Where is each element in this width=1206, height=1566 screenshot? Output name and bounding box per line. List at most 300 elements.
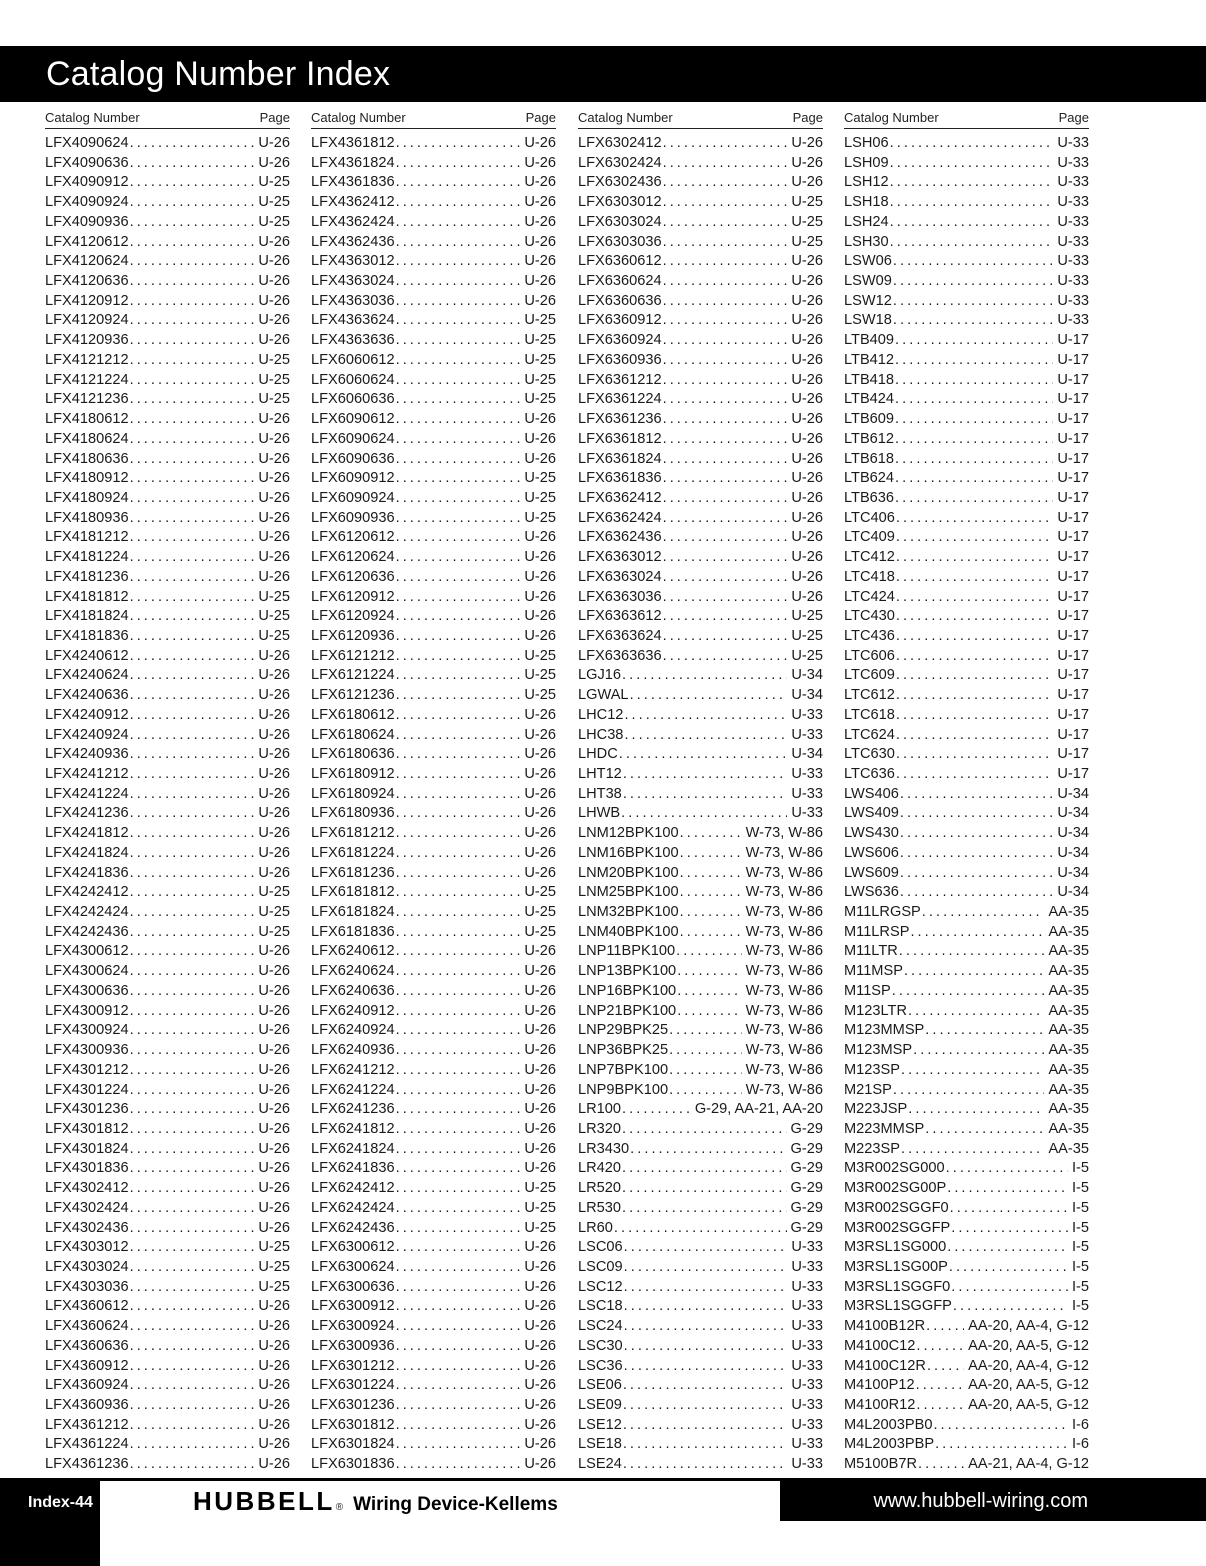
index-entry <box>311 469 556 489</box>
index-entry <box>578 588 823 608</box>
catalog-number: LSH18 <box>844 194 889 211</box>
dot-leader <box>935 1435 1068 1455</box>
page-reference: U-26 <box>791 588 823 605</box>
dot-leader <box>396 1159 521 1179</box>
index-entry <box>311 1396 556 1416</box>
index-entry <box>844 962 1089 982</box>
dot-leader <box>951 1219 1068 1239</box>
page-reference: U-26 <box>524 1377 556 1394</box>
catalog-number: LFX4302424 <box>45 1199 129 1216</box>
catalog-number: LFX4240624 <box>45 667 129 684</box>
catalog-number: LFX6301836 <box>311 1456 395 1473</box>
dot-leader <box>396 844 521 864</box>
index-entry <box>578 1357 823 1377</box>
page-reference: U-34 <box>791 687 823 704</box>
index-entry <box>844 666 1089 686</box>
catalog-number: LSE12 <box>578 1416 622 1433</box>
index-entry <box>844 982 1089 1002</box>
index-entry <box>45 1021 290 1041</box>
page-header: Page <box>259 110 290 125</box>
page-reference: U-26 <box>258 509 290 526</box>
page-reference: AA-20, AA-4, G-12 <box>968 1318 1089 1335</box>
catalog-number: LWS406 <box>844 785 899 802</box>
dot-leader <box>130 272 255 292</box>
catalog-number: LFX6241812 <box>311 1120 395 1137</box>
catalog-number: LFX6120624 <box>311 549 395 566</box>
catalog-number: LFX6240936 <box>311 1042 395 1059</box>
dot-leader <box>895 469 1053 489</box>
catalog-number: LFX4240936 <box>45 746 129 763</box>
index-entry <box>844 173 1089 193</box>
catalog-number: LTB412 <box>844 351 895 368</box>
catalog-number: LFX4300924 <box>45 1022 129 1039</box>
page-reference: U-26 <box>258 844 290 861</box>
index-entry <box>844 134 1089 154</box>
index-entry <box>311 588 556 608</box>
catalog-number: LSE24 <box>578 1456 622 1473</box>
page-reference: U-26 <box>524 982 556 999</box>
dot-leader <box>130 607 255 627</box>
index-entry <box>45 1081 290 1101</box>
catalog-number: LFX6181824 <box>311 904 395 921</box>
catalog-number: LFX4363636 <box>311 332 395 349</box>
dot-leader <box>396 410 521 430</box>
catalog-number: LFX6241836 <box>311 1160 395 1177</box>
catalog-number: LFX4362412 <box>311 194 395 211</box>
dot-leader <box>396 390 521 410</box>
catalog-number: LFX6360924 <box>578 332 662 349</box>
page-reference: U-25 <box>524 351 556 368</box>
catalog-number: LFX4363012 <box>311 253 395 270</box>
page-reference: U-26 <box>258 1337 290 1354</box>
dot-leader <box>396 883 521 903</box>
dot-leader <box>680 883 742 903</box>
dot-leader <box>680 844 742 864</box>
catalog-number: LHT12 <box>578 766 622 782</box>
page-reference: U-25 <box>524 923 556 940</box>
dot-leader <box>623 1435 788 1455</box>
index-entry <box>578 134 823 154</box>
index-entry <box>45 1317 290 1337</box>
page-reference: U-26 <box>524 411 556 428</box>
index-entry <box>844 1219 1089 1239</box>
index-entry <box>45 1140 290 1160</box>
page-reference: U-26 <box>524 174 556 191</box>
page-reference: U-17 <box>1057 766 1089 782</box>
page-reference: U-25 <box>258 1258 290 1275</box>
catalog-number: LFX6362412 <box>578 489 662 506</box>
catalog-number: LFX6242412 <box>311 1180 395 1197</box>
page-reference: U-33 <box>791 1456 823 1473</box>
dot-leader <box>663 568 788 588</box>
catalog-number: LSE09 <box>578 1397 622 1413</box>
dot-leader <box>663 371 788 391</box>
index-entry <box>844 233 1089 253</box>
catalog-number: LTB424 <box>844 391 895 408</box>
index-entry <box>45 706 290 726</box>
page-reference: AA-35 <box>1048 923 1089 940</box>
dot-leader <box>130 1416 255 1436</box>
dot-leader <box>130 726 255 746</box>
dot-leader <box>922 903 1045 923</box>
website-link[interactable]: www.hubbell-wiring.com <box>873 1490 1088 1512</box>
index-entry <box>844 410 1089 430</box>
page-reference: U-17 <box>1057 391 1089 408</box>
page-reference: U-26 <box>524 726 556 743</box>
dot-leader <box>130 292 255 312</box>
page-reference: U-17 <box>1057 687 1089 704</box>
catalog-number: LFX6090936 <box>311 509 395 526</box>
dot-leader <box>396 1081 521 1101</box>
dot-leader <box>396 765 521 785</box>
catalog-number: LWS636 <box>844 884 899 901</box>
catalog-number: LFX4361812 <box>311 135 395 151</box>
index-entry <box>311 765 556 785</box>
dot-leader <box>396 666 521 686</box>
page-reference: U-25 <box>258 174 290 191</box>
catalog-number: M3RSL1SGGF0 <box>844 1278 951 1295</box>
dot-leader <box>396 469 521 489</box>
dot-leader <box>130 489 255 509</box>
index-entry <box>311 173 556 193</box>
dot-leader <box>396 1061 521 1081</box>
column-header <box>45 108 290 129</box>
index-entry <box>45 154 290 174</box>
page-reference: U-26 <box>791 351 823 368</box>
page-reference: U-33 <box>791 1298 823 1315</box>
index-entry <box>578 193 823 213</box>
dot-leader <box>677 962 741 982</box>
page-reference: U-26 <box>258 1219 290 1236</box>
dot-leader <box>892 982 1045 1002</box>
page-reference: G-29 <box>790 1140 823 1157</box>
page-reference: U-26 <box>791 509 823 526</box>
catalog-number: LFX6303012 <box>578 194 662 211</box>
page-reference: U-25 <box>258 391 290 408</box>
page-reference: U-25 <box>258 923 290 940</box>
index-entry <box>311 351 556 371</box>
page-reference: U-26 <box>524 1416 556 1433</box>
index-entry <box>311 1159 556 1179</box>
page-reference: U-26 <box>258 706 290 723</box>
page-reference: U-26 <box>258 687 290 704</box>
dot-leader <box>663 390 788 410</box>
catalog-number: LTC430 <box>844 608 895 625</box>
dot-leader <box>663 213 788 233</box>
page-reference: U-25 <box>524 332 556 349</box>
page-reference: W-73, W-86 <box>745 963 823 980</box>
dot-leader <box>130 154 255 174</box>
index-entry <box>578 154 823 174</box>
index-entry <box>311 154 556 174</box>
index-entry <box>844 1337 1089 1357</box>
index-entry <box>45 686 290 706</box>
index-entry <box>45 903 290 923</box>
page-reference: U-26 <box>791 312 823 329</box>
catalog-number: LFX4362424 <box>311 213 395 230</box>
dot-leader <box>895 450 1053 470</box>
index-entry <box>311 923 556 943</box>
catalog-number: LFX6060612 <box>311 351 395 368</box>
index-entry <box>311 430 556 450</box>
catalog-number: LWS609 <box>844 864 899 881</box>
index-entry <box>578 804 823 824</box>
index-entry <box>311 982 556 1002</box>
catalog-number: M123MMSP <box>844 1022 925 1039</box>
dot-leader <box>396 706 521 726</box>
page-reference: I-5 <box>1071 1278 1089 1295</box>
catalog-number: LR320 <box>578 1120 622 1137</box>
catalog-number: LNP7BPK100 <box>578 1061 669 1078</box>
catalog-number: LFX4360924 <box>45 1377 129 1394</box>
dot-leader <box>950 1199 1068 1219</box>
page-reference: U-26 <box>791 411 823 428</box>
dot-leader <box>899 942 1045 962</box>
dot-leader <box>622 1179 787 1199</box>
index-entry <box>311 193 556 213</box>
dot-leader <box>623 1396 788 1416</box>
page-reference: U-26 <box>258 864 290 881</box>
page-reference: U-26 <box>258 1042 290 1059</box>
index-entry <box>311 1100 556 1120</box>
dot-leader <box>130 962 255 982</box>
catalog-number: LNM16BPK100 <box>578 844 679 861</box>
index-entry <box>578 450 823 470</box>
catalog-number: LFX4303036 <box>45 1278 129 1295</box>
page-reference: U-26 <box>524 1120 556 1137</box>
dot-leader <box>900 804 1053 824</box>
catalog-number: LFX6360624 <box>578 273 662 290</box>
index-entry <box>844 450 1089 470</box>
page-reference: U-25 <box>524 470 556 487</box>
page-reference: U-33 <box>1057 135 1089 151</box>
page-reference: U-26 <box>524 292 556 309</box>
dot-leader <box>396 864 521 884</box>
catalog-number: LFX4303012 <box>45 1239 129 1256</box>
index-entry <box>311 568 556 588</box>
page-reference: U-26 <box>258 1061 290 1078</box>
page-reference: U-26 <box>524 1318 556 1335</box>
catalog-number: LNP13BPK100 <box>578 963 677 980</box>
page-reference: U-33 <box>1057 213 1089 230</box>
index-entry <box>45 1002 290 1022</box>
page-reference: U-26 <box>524 1101 556 1118</box>
page-reference: U-33 <box>791 1239 823 1256</box>
index-entry <box>844 509 1089 529</box>
dot-leader <box>893 311 1054 331</box>
index-entry <box>45 1396 290 1416</box>
page-header: Page <box>1058 110 1089 125</box>
index-entry <box>578 1120 823 1140</box>
index-entry <box>844 1120 1089 1140</box>
index-entry <box>844 213 1089 233</box>
index-entry <box>45 1416 290 1436</box>
page-reference: AA-35 <box>1048 1101 1089 1118</box>
dot-leader <box>669 1021 742 1041</box>
page-reference: U-26 <box>258 332 290 349</box>
page-reference: U-26 <box>524 825 556 842</box>
catalog-number: LFX6301212 <box>311 1357 395 1374</box>
page-reference: U-26 <box>258 647 290 664</box>
page-reference: G-29 <box>790 1160 823 1177</box>
dot-leader <box>896 745 1054 765</box>
dot-leader <box>396 331 521 351</box>
catalog-number: LFX4242424 <box>45 904 129 921</box>
index-entry <box>45 1219 290 1239</box>
dot-leader <box>619 745 788 765</box>
page-reference: AA-35 <box>1048 1022 1089 1039</box>
catalog-number: LFX6180924 <box>311 785 395 802</box>
page-reference: U-17 <box>1057 549 1089 566</box>
catalog-number: LSW12 <box>844 292 892 309</box>
catalog-number: LFX6302412 <box>578 135 662 151</box>
dot-leader <box>130 509 255 529</box>
page-reference: U-25 <box>791 194 823 211</box>
dot-leader <box>953 1297 1068 1317</box>
dot-leader <box>901 1140 1044 1160</box>
page-reference: U-26 <box>524 529 556 546</box>
index-entry <box>844 706 1089 726</box>
index-entry <box>844 1041 1089 1061</box>
page-reference: U-34 <box>1057 864 1089 881</box>
index-entry <box>578 430 823 450</box>
catalog-number: LFX6361836 <box>578 470 662 487</box>
dot-leader <box>896 765 1054 785</box>
index-entry <box>45 173 290 193</box>
index-entry <box>578 173 823 193</box>
index-entry <box>45 1258 290 1278</box>
page-reference: U-26 <box>524 1140 556 1157</box>
index-entry <box>578 489 823 509</box>
catalog-number: M3R002SG00P <box>844 1180 947 1197</box>
page-reference: U-25 <box>258 904 290 921</box>
index-entry <box>45 804 290 824</box>
catalog-number: M11SP <box>844 982 891 999</box>
page-reference: U-25 <box>791 647 823 664</box>
index-entry <box>311 509 556 529</box>
page-reference: U-26 <box>258 982 290 999</box>
page-reference: U-26 <box>524 746 556 763</box>
catalog-number: LFX4090912 <box>45 174 129 191</box>
catalog-number: LFX4180912 <box>45 470 129 487</box>
page-reference: U-26 <box>258 963 290 980</box>
dot-leader <box>396 1041 521 1061</box>
index-entry <box>45 450 290 470</box>
catalog-number: LFX6120936 <box>311 627 395 644</box>
index-entry <box>45 982 290 1002</box>
page-reference: I-6 <box>1071 1436 1089 1453</box>
page-reference: U-26 <box>524 430 556 447</box>
page-reference: U-25 <box>524 371 556 388</box>
catalog-number: LFX6360936 <box>578 351 662 368</box>
catalog-number: LFX6363612 <box>578 608 662 625</box>
catalog-number: LFX4302436 <box>45 1219 129 1236</box>
index-entry <box>578 1416 823 1436</box>
index-entry <box>578 213 823 233</box>
dot-leader <box>130 1337 255 1357</box>
page-reference: U-33 <box>791 706 823 723</box>
index-entry <box>45 942 290 962</box>
page-reference: U-25 <box>791 233 823 250</box>
catalog-number: LFX4180612 <box>45 411 129 428</box>
catalog-number: LFX6361236 <box>578 411 662 428</box>
catalog-number: LFX6060624 <box>311 371 395 388</box>
dot-leader <box>680 824 742 844</box>
index-entry <box>311 962 556 982</box>
catalog-number: LFX4301824 <box>45 1140 129 1157</box>
column-header <box>311 108 556 129</box>
catalog-number: LFX4300936 <box>45 1042 129 1059</box>
page-reference: U-26 <box>524 273 556 290</box>
catalog-number: LR520 <box>578 1180 622 1197</box>
dot-leader <box>900 883 1053 903</box>
page-reference: U-26 <box>258 785 290 802</box>
index-entry <box>45 1041 290 1061</box>
dot-leader <box>130 1021 255 1041</box>
dot-leader <box>396 1416 521 1436</box>
index-entry <box>45 864 290 884</box>
dot-leader <box>396 686 521 706</box>
page-title: Catalog Number Index <box>46 55 391 93</box>
catalog-number: M4L2003PBP <box>844 1436 935 1453</box>
page-reference: U-17 <box>1057 588 1089 605</box>
page-reference: U-17 <box>1057 726 1089 743</box>
page-reference: U-26 <box>524 844 556 861</box>
catalog-number: LFX4090624 <box>45 135 129 151</box>
page-reference: I-5 <box>1071 1180 1089 1197</box>
index-entry <box>311 1041 556 1061</box>
dot-leader <box>669 1081 742 1101</box>
catalog-number: LFX4242412 <box>45 884 129 901</box>
index-entry <box>578 982 823 1002</box>
catalog-number: LTC418 <box>844 568 895 585</box>
catalog-number: LFX4181824 <box>45 608 129 625</box>
index-entry <box>311 1357 556 1377</box>
dot-leader <box>900 844 1053 864</box>
page-reference: U-33 <box>1057 194 1089 211</box>
catalog-number: LSC06 <box>578 1239 623 1256</box>
index-entry <box>578 864 823 884</box>
index-entry <box>578 1199 823 1219</box>
index-entry <box>578 351 823 371</box>
dot-leader <box>396 568 521 588</box>
catalog-number: LWS606 <box>844 844 899 861</box>
catalog-number: LFX4361236 <box>45 1456 129 1473</box>
dot-leader <box>622 1120 787 1140</box>
index-entry <box>45 765 290 785</box>
index-entry <box>844 1081 1089 1101</box>
page-reference: U-33 <box>791 1357 823 1374</box>
index-entry <box>45 331 290 351</box>
dot-leader <box>130 1100 255 1120</box>
catalog-number: LFX6181236 <box>311 864 395 881</box>
dot-leader <box>896 588 1054 608</box>
index-entry <box>844 726 1089 746</box>
index-entry <box>311 627 556 647</box>
index-entry <box>844 903 1089 923</box>
page-reference: U-26 <box>258 1160 290 1177</box>
dot-leader <box>680 864 742 884</box>
dot-leader <box>663 193 788 213</box>
page-reference: AA-20, AA-5, G-12 <box>968 1337 1089 1354</box>
page-reference: AA-35 <box>1048 1061 1089 1078</box>
index-entry <box>844 1376 1089 1396</box>
index-entry <box>578 292 823 312</box>
index-entry <box>578 548 823 568</box>
dot-leader <box>663 311 788 331</box>
dot-leader <box>893 1081 1045 1101</box>
index-entry <box>578 509 823 529</box>
